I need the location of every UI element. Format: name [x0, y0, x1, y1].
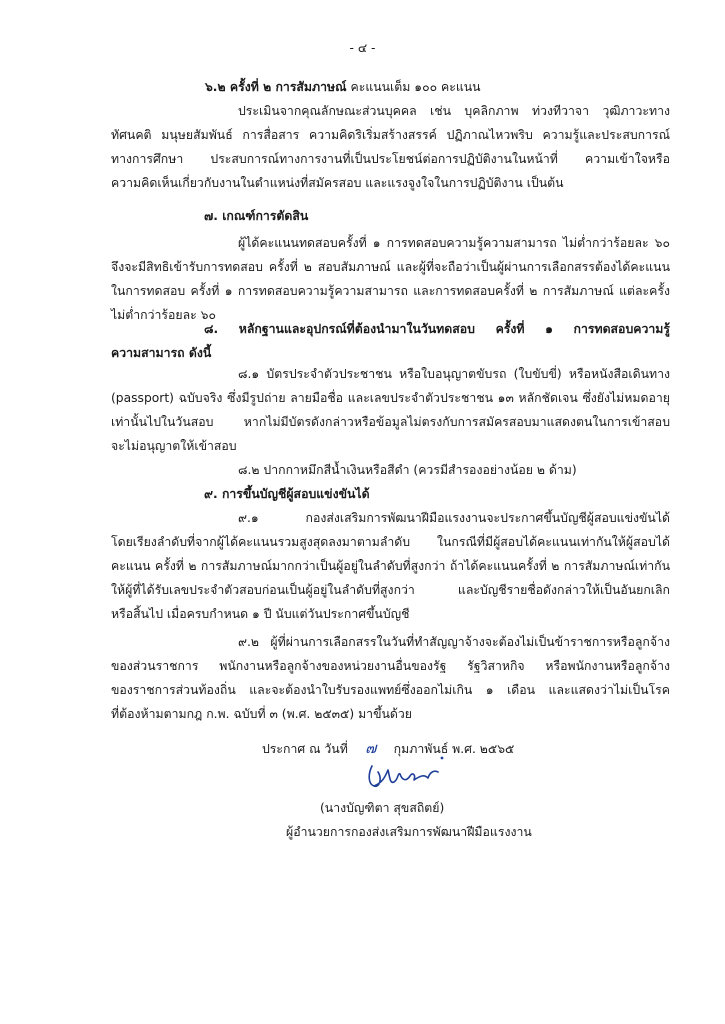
paragraph-line: ทัศนคติ มนุษยสัมพันธ์ การสื่อสาร ความคิดริเริ่มสร้างสรรค์ ปฏิภาณไหวพริบ ความรู้และประสบการณ์	[111, 128, 670, 142]
signatory-name: (นางบัญฑิตา สุขสถิตย์)	[320, 801, 445, 815]
section-6-2-heading	[205, 77, 481, 97]
section-8-heading-cont: ความสามารถ ดังนี้	[111, 346, 212, 360]
paragraph-line: เท่านั้นไปในวันสอบ หากไม่มีบัตรดังกล่าวหรือข้อมูลไม่ตรงกับการสมัครสอบมาแสดงตนในการเข้าสอบ	[111, 415, 670, 429]
paragraph-line: คะแนน ครั้งที่ ๒ การสัมภาษณ์มากกว่าเป็นผู้อยู่ในลำดับที่สูงกว่า ถ้าได้คะแนนครั้งที่ ๒ การสัมภาษณ์เท่ากัน	[111, 559, 670, 573]
paragraph-line: ๘.๒ ปากกาหมึกสีน้ำเงินหรือสีดำ (ควรมีสำรองอย่างน้อย ๒ ด้าม)	[238, 463, 577, 477]
section-6-2-score: คะแนนเต็ม ๑๐๐ คะแนน	[346, 80, 481, 94]
paragraph-line: ให้ผู้ที่ได้รับเลขประจำตัวสอบก่อนเป็นผู้อยู่ในลำดับที่สูงกว่า และบัญชีรายชื่อดังกล่าวให้เป็นอันยกเลิก	[111, 583, 670, 597]
announcement-day: ๗	[365, 739, 377, 757]
signatory-title: ผู้อำนวยการกองส่งเสริมการพัฒนาฝีมือแรงงาน	[286, 825, 532, 839]
announcement-month-year: กุมภาพันธ์ พ.ศ. ๒๕๖๕	[393, 742, 515, 756]
paragraph-line: ไม่ต่ำกว่าร้อยละ ๖๐	[111, 308, 216, 322]
paragraph-line: โดยเรียงลำดับที่จากผู้ได้คะแนนรวมสูงสุดลงมาตามลำดับ ในกรณีที่มีผู้สอบได้คะแนนเท่ากันให้ผู้สอบได้	[111, 535, 670, 549]
paragraph-line: ประเมินจากคุณลักษณะส่วนบุคคล เช่น บุคลิกภาพ ท่วงทีวาจา วุฒิภาวะทาง	[238, 104, 670, 118]
page-number: - ๔ -	[349, 41, 376, 55]
handwritten-signature	[362, 752, 452, 794]
paragraph-line: ทางการศึกษา ประสบการณ์ทางการงานที่เป็นประโยชน์ต่อการปฏิบัติงานในหน้าที่ ความเข้าใจหรือ	[111, 152, 670, 166]
paragraph-line: (passport) ฉบับจริง ซึ่งมีรูปถ่าย ลายมือชื่อ และเลขประจำตัวประชาชน ๑๓ หลักชัดเจน ซึ่งยังไม่หมดอายุ	[111, 391, 670, 405]
announcement-prefix: ประกาศ ณ วันที่	[262, 742, 348, 756]
paragraph-line: ๘.๑ บัตรประจำตัวประชาชน หรือใบอนุญาตขับรถ (ใบขับขี่) หรือหนังสือเดินทาง	[238, 367, 670, 381]
paragraph-line: หรือสิ้นไป เมื่อครบกำหนด ๑ ปี นับแต่วันประกาศขึ้นบัญชี	[111, 607, 410, 621]
section-6-2-title: ๖.๒ ครั้งที่ ๒ การสัมภาษณ์	[205, 80, 347, 94]
section-8-heading: ๘. หลักฐานและอุปกรณ์ที่ต้องนำมาในวันทดสอบ ครั้งที่ ๑ การทดสอบความรู้	[204, 322, 670, 336]
paragraph-line: ๙.๒ ผู้ที่ผ่านการเลือกสรรในวันที่ทำสัญญาจ้างจะต้องไม่เป็นข้าราชการหรือลูกจ้าง	[238, 635, 670, 649]
paragraph-line: ในการทดสอบ ครั้งที่ ๑ การทดสอบความรู้ความสามารถ และการทดสอบครั้งที่ ๒ การสัมภาษณ์ แต่ละครั้ง	[111, 284, 670, 298]
paragraph-line: ของส่วนราชการ พนักงานหรือลูกจ้างของหน่วยงานอื่นของรัฐ รัฐวิสาหกิจ หรือพนักงานหรือลูกจ้าง	[111, 659, 670, 673]
paragraph-line: จึงจะมีสิทธิเข้ารับการทดสอบ ครั้งที่ ๒ สอบสัมภาษณ์ และผู้ที่จะถือว่าเป็นผู้ผ่านการเลือกสรรต้องได้คะแนน	[111, 260, 670, 274]
section-7-heading: ๗. เกณฑ์การตัดสิน	[204, 209, 309, 223]
paragraph-line: จะไม่อนุญาตให้เข้าสอบ	[111, 439, 237, 453]
paragraph-line: ที่ต้องห้ามตามกฎ ก.พ. ฉบับที่ ๓ (พ.ศ. ๒๕๓๕) มาขึ้นด้วย	[111, 707, 412, 721]
section-9-heading: ๙. การขึ้นบัญชีผู้สอบแข่งขันได้	[204, 487, 370, 501]
paragraph-line: ผู้ได้คะแนนทดสอบครั้งที่ ๑ การทดสอบความรู้ความสามารถ ไม่ต่ำกว่าร้อยละ ๖๐	[238, 236, 670, 250]
paragraph-line: ๙.๑ กองส่งเสริมการพัฒนาฝีมือแรงงานจะประกาศขึ้นบัญชีผู้สอบแข่งขันได้	[238, 511, 670, 525]
paragraph-line: ความคิดเห็นเกี่ยวกับงานในตำแหน่งที่สมัครสอบ และแรงจูงใจในการปฏิบัติงาน เป็นต้น	[111, 176, 564, 190]
paragraph-line: ของราชการส่วนท้องถิ่น และจะต้องนำใบรับรองแพทย์ซึ่งออกไม่เกิน ๑ เดือน และแสดงว่าไม่เป็นโรค	[111, 683, 670, 697]
